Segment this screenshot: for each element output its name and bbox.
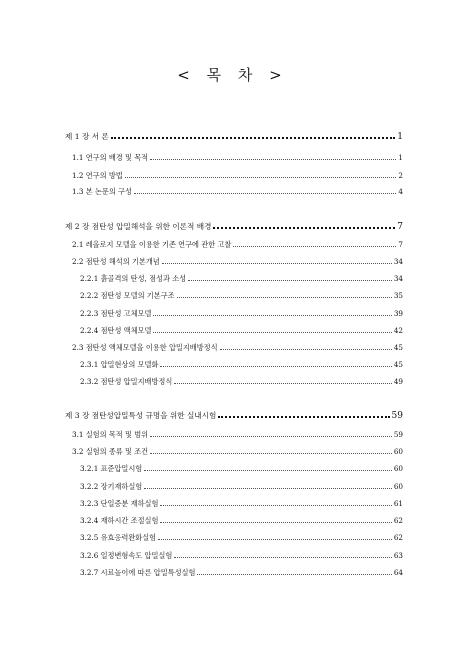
- dot-leader: [220, 349, 392, 350]
- dot-leader: [174, 383, 392, 384]
- toc-section-3-1[interactable]: [72, 426, 403, 440]
- section-label: 1.1 연구의 배경 및 목적: [72, 153, 149, 162]
- toc-subsection-3-2-5[interactable]: [80, 529, 403, 543]
- dot-leader: [150, 436, 392, 437]
- toc-chapter-1[interactable]: [65, 128, 403, 142]
- chapter-label: 제 2 장 점탄성 압밀해석을 위한 이론적 배경: [65, 222, 212, 231]
- toc-subsection-3-2-2[interactable]: [80, 478, 403, 492]
- toc-section-1-1[interactable]: [72, 149, 403, 163]
- dot-leader: [125, 177, 397, 178]
- subsection-page-number: 42: [393, 326, 403, 335]
- subsection-label: 2.3.1 압밀현상의 모델화: [80, 360, 159, 369]
- subsection-page-number: 63: [393, 551, 403, 560]
- subsection-label: 2.2.2 점탄성 모델의 기본구조: [80, 291, 175, 300]
- section-label: 2.2 점탄성 해석의 기본개념: [72, 257, 160, 266]
- section-label: 1.3 본 논문의 구성: [72, 187, 132, 196]
- toc-section-1-3[interactable]: [72, 183, 403, 197]
- dot-leader: [177, 297, 392, 298]
- page-title: < 목 차 >: [177, 66, 288, 84]
- toc-section-2-2[interactable]: [72, 253, 403, 267]
- section-page-number: 59: [393, 430, 403, 439]
- chapter-label: 제 1 장 서 론: [65, 132, 109, 141]
- subsection-page-number: 62: [393, 516, 403, 525]
- subsection-page-number: 62: [393, 533, 403, 542]
- dot-leader: [160, 366, 391, 367]
- chapter-label: 제 3 장 점탄성압밀특성 규명을 위한 실내시험: [65, 411, 217, 420]
- dot-leader: [174, 557, 392, 558]
- subsection-page-number: 39: [393, 309, 403, 318]
- chapter-page-number: 59: [391, 411, 403, 421]
- subsection-label: 3.2.5 유효응력완화실험: [80, 533, 157, 542]
- dot-leader: [158, 539, 392, 540]
- subsection-page-number: 60: [393, 464, 403, 473]
- toc-subsection-2-2-3[interactable]: [80, 305, 403, 319]
- subsection-page-number: 60: [393, 482, 403, 491]
- toc-subsection-2-3-2[interactable]: [80, 373, 403, 387]
- chapter-page-number: 1: [397, 132, 403, 142]
- dot-leader: [197, 574, 391, 575]
- subsection-label: 3.2.7 시료높이에 따른 압밀특성실험: [80, 568, 196, 577]
- dot-leader: [111, 137, 395, 139]
- dot-leader: [150, 159, 396, 160]
- toc-chapter-2[interactable]: [65, 218, 403, 232]
- subsection-label: 3.2.1 표준압밀시험: [80, 464, 143, 473]
- dot-leader: [160, 505, 391, 506]
- subsection-page-number: 34: [393, 274, 403, 283]
- dot-leader: [160, 522, 391, 523]
- section-label: 3.1 실험의 목적 및 범위: [72, 430, 149, 439]
- dot-leader: [150, 453, 392, 454]
- section-label: 1.2 연구의 방법: [72, 171, 123, 180]
- subsection-label: 3.2.6 일정변형속도 압밀실험: [80, 551, 173, 560]
- subsection-label: 2.2.4 점탄성 액체모델: [80, 326, 152, 335]
- section-page-number: 60: [393, 447, 403, 456]
- section-label: 2.3 점탄성 액체모델을 이용한 압밀지배방정식: [72, 343, 218, 352]
- dot-leader: [153, 332, 391, 333]
- section-page-number: 7: [398, 240, 403, 249]
- dot-leader: [213, 227, 395, 229]
- subsection-page-number: 64: [393, 568, 403, 577]
- subsection-label: 3.2.4 재하시간 조절실험: [80, 516, 159, 525]
- toc-subsection-2-3-1[interactable]: [80, 356, 403, 370]
- toc-subsection-3-2-4[interactable]: [80, 512, 403, 526]
- dot-leader: [134, 193, 396, 194]
- subsection-label: 2.2.1 흙골격의 탄성, 점성과 소성: [80, 274, 187, 283]
- section-page-number: 34: [393, 257, 403, 266]
- toc-section-2-3[interactable]: [72, 339, 403, 353]
- section-label: 2.1 레올로지 모델을 이용한 기존 연구에 관한 고찰: [72, 240, 232, 249]
- subsection-label: 3.2.2 장기재하실험: [80, 482, 143, 491]
- subsection-label: 2.3.2 점탄성 압밀지배방정식: [80, 377, 173, 386]
- toc-subsection-2-2-2[interactable]: [80, 287, 403, 301]
- dot-leader: [144, 470, 392, 471]
- toc-section-1-2[interactable]: [72, 167, 403, 181]
- toc-subsection-2-2-1[interactable]: [80, 270, 403, 284]
- subsection-page-number: 49: [393, 377, 403, 386]
- dot-leader: [144, 488, 392, 489]
- toc-subsection-3-2-3[interactable]: [80, 495, 403, 509]
- toc-subsection-3-2-7[interactable]: [80, 564, 403, 578]
- toc-section-3-2[interactable]: [72, 443, 403, 457]
- section-page-number: 45: [393, 343, 403, 352]
- dot-leader: [162, 263, 392, 264]
- subsection-page-number: 45: [393, 360, 403, 369]
- chapter-page-number: 7: [397, 222, 403, 232]
- toc-subsection-3-2-6[interactable]: [80, 547, 403, 561]
- section-label: 3.2 실험의 종류 및 조건: [72, 447, 149, 456]
- toc-section-2-1[interactable]: [72, 236, 403, 250]
- toc-subsection-3-2-1[interactable]: [80, 460, 403, 474]
- toc-subsection-2-2-4[interactable]: [80, 322, 403, 336]
- section-page-number: 1: [398, 153, 403, 162]
- section-page-number: 4: [398, 187, 403, 196]
- dot-leader: [153, 315, 391, 316]
- subsection-page-number: 61: [393, 499, 403, 508]
- dot-leader: [218, 416, 389, 418]
- dot-leader: [188, 280, 392, 281]
- dot-leader: [233, 246, 396, 247]
- toc-chapter-3[interactable]: [65, 407, 403, 421]
- section-page-number: 2: [398, 171, 403, 180]
- subsection-label: 3.2.3 단일증분 재하실험: [80, 499, 159, 508]
- subsection-label: 2.2.3 점탄성 고체모델: [80, 309, 152, 318]
- subsection-page-number: 35: [393, 291, 403, 300]
